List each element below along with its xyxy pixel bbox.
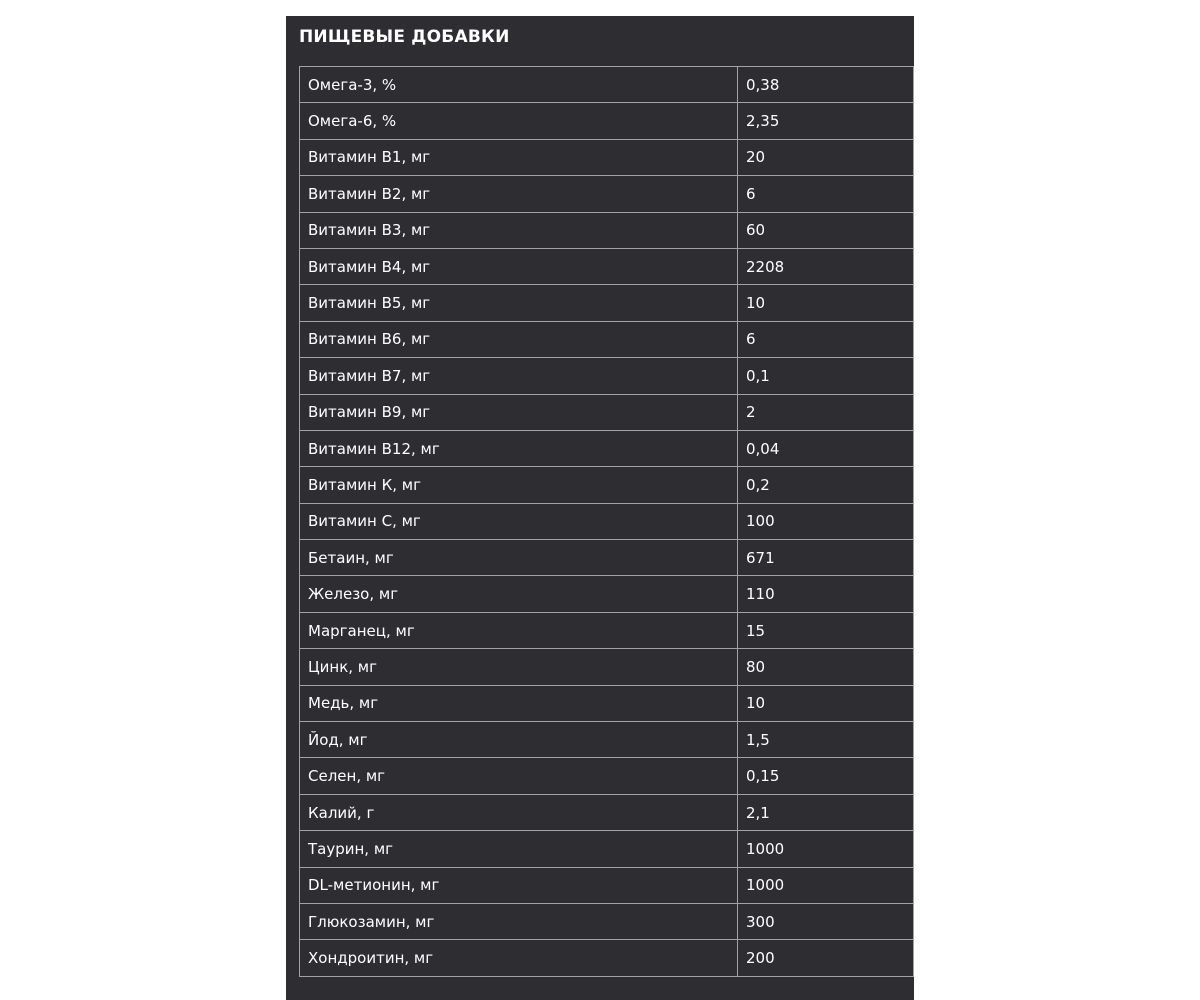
nutrient-name: Йод, мг	[300, 722, 738, 758]
nutrient-name: Бетаин, мг	[300, 540, 738, 576]
panel-title: ПИЩЕВЫЕ ДОБАВКИ	[299, 27, 510, 47]
nutrient-value: 60	[738, 212, 914, 248]
table-row	[300, 794, 914, 830]
table-row	[300, 67, 914, 103]
table-row	[300, 103, 914, 139]
nutrient-value: 671	[738, 540, 914, 576]
nutrient-value: 2,35	[738, 103, 914, 139]
nutrient-value: 0,38	[738, 67, 914, 103]
nutrient-name: Витамин В3, мг	[300, 212, 738, 248]
nutrient-value: 6	[738, 321, 914, 357]
nutrient-value: 0,2	[738, 467, 914, 503]
nutrient-name: Железо, мг	[300, 576, 738, 612]
nutrient-name: Витамин В6, мг	[300, 321, 738, 357]
nutrient-name: Витамин С, мг	[300, 503, 738, 539]
nutrient-name: Селен, мг	[300, 758, 738, 794]
nutrient-name: Хондроитин, мг	[300, 940, 738, 976]
nutrient-value: 1,5	[738, 722, 914, 758]
table-row	[300, 394, 914, 430]
nutrient-name: Витамин В7, мг	[300, 358, 738, 394]
nutrient-value: 1000	[738, 831, 914, 867]
nutrient-name: Витамин К, мг	[300, 467, 738, 503]
table-row	[300, 212, 914, 248]
nutrient-value: 20	[738, 139, 914, 175]
table-row	[300, 358, 914, 394]
nutrient-name: Таурин, мг	[300, 831, 738, 867]
table-row	[300, 248, 914, 284]
supplements-table	[299, 66, 914, 977]
nutrient-value: 2208	[738, 248, 914, 284]
table-row	[300, 612, 914, 648]
nutrient-value: 80	[738, 649, 914, 685]
nutrient-value: 2,1	[738, 794, 914, 830]
supplements-panel	[286, 16, 914, 1000]
nutrient-name: Витамин В9, мг	[300, 394, 738, 430]
nutrient-value: 15	[738, 612, 914, 648]
nutrient-value: 2	[738, 394, 914, 430]
nutrient-value: 1000	[738, 867, 914, 903]
table-row	[300, 722, 914, 758]
nutrient-value: 100	[738, 503, 914, 539]
table-row	[300, 467, 914, 503]
nutrient-value: 200	[738, 940, 914, 976]
table-row	[300, 540, 914, 576]
nutrient-name: Омега-3, %	[300, 67, 738, 103]
nutrient-value: 0,04	[738, 430, 914, 466]
table-row	[300, 430, 914, 466]
nutrient-value: 300	[738, 903, 914, 939]
table-row	[300, 503, 914, 539]
table-row	[300, 867, 914, 903]
nutrient-name: Калий, г	[300, 794, 738, 830]
nutrient-name: Витамин В2, мг	[300, 176, 738, 212]
table-row	[300, 139, 914, 175]
table-row	[300, 176, 914, 212]
nutrient-name: Омега-6, %	[300, 103, 738, 139]
table-row	[300, 576, 914, 612]
nutrient-name: Цинк, мг	[300, 649, 738, 685]
nutrient-value: 0,1	[738, 358, 914, 394]
table-row	[300, 831, 914, 867]
nutrient-name: Медь, мг	[300, 685, 738, 721]
table-row	[300, 685, 914, 721]
nutrient-value: 6	[738, 176, 914, 212]
nutrient-name: Витамин В5, мг	[300, 285, 738, 321]
table-row	[300, 903, 914, 939]
table-row	[300, 649, 914, 685]
nutrient-name: DL-метионин, мг	[300, 867, 738, 903]
nutrient-name: Витамин В1, мг	[300, 139, 738, 175]
nutrient-value: 10	[738, 285, 914, 321]
nutrient-name: Витамин В12, мг	[300, 430, 738, 466]
nutrient-name: Витамин В4, мг	[300, 248, 738, 284]
table-row	[300, 321, 914, 357]
nutrient-name: Глюкозамин, мг	[300, 903, 738, 939]
nutrient-value: 110	[738, 576, 914, 612]
nutrient-name: Марганец, мг	[300, 612, 738, 648]
table-row	[300, 758, 914, 794]
nutrient-value: 0,15	[738, 758, 914, 794]
table-row	[300, 285, 914, 321]
table-row	[300, 940, 914, 976]
table-body	[300, 67, 914, 977]
nutrient-value: 10	[738, 685, 914, 721]
